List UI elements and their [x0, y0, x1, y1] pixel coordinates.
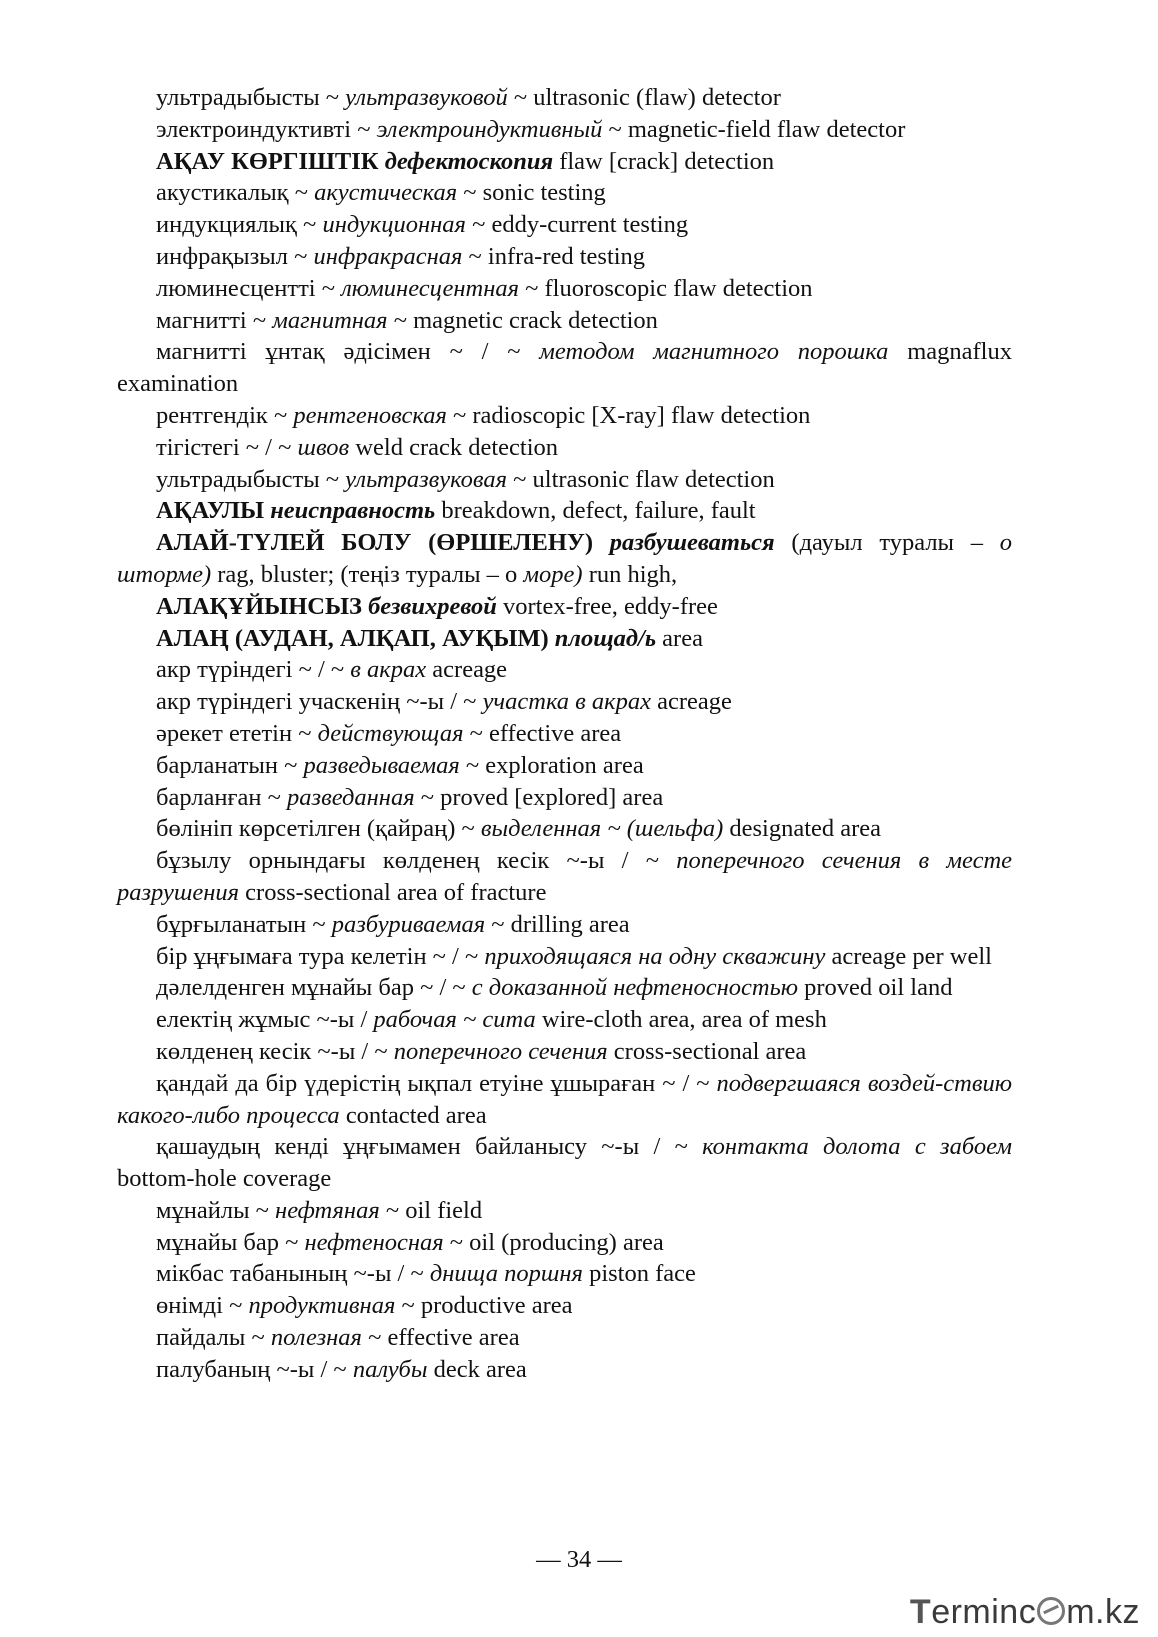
entry-text: акустикалық ~	[156, 179, 315, 207]
entry-text: пайдалы ~	[156, 1324, 271, 1352]
entry-text: ~ sonic testing	[457, 179, 606, 207]
dictionary-entry	[117, 1195, 1012, 1227]
kazakh-headword: АЛАЙ-ТҮЛЕЙ БОЛУ (ӨРШЕЛЕНУ)	[156, 529, 610, 557]
entry-text: ~ fluoroscopic flaw detection	[519, 274, 813, 302]
entry-text: ~ oil field	[379, 1196, 483, 1224]
page-number: — 34 —	[536, 1546, 622, 1573]
entry-text: мұнайлы ~	[156, 1196, 276, 1224]
russian-term: приходящаяся на одну скважину	[484, 942, 826, 970]
dictionary-entry	[117, 400, 1012, 432]
entry-text: run high,	[582, 560, 678, 588]
entry-text: дәлелденген мұнайы бар ~ / ~	[156, 974, 472, 1002]
entry-text: acreage per well	[825, 942, 992, 970]
russian-term: в акрах	[350, 656, 427, 684]
kazakh-headword: АҚАУ КӨРГІШТІК	[156, 147, 385, 175]
dictionary-entry	[117, 623, 1012, 655]
dictionary-entry	[117, 718, 1012, 750]
dictionary-entry	[117, 782, 1012, 814]
entry-text: рентгендік ~	[156, 401, 294, 429]
entry-text: cross-sectional area	[607, 1037, 807, 1065]
dictionary-entry	[117, 146, 1012, 178]
entry-text: ~ effective area	[361, 1324, 520, 1352]
dictionary-entry	[117, 845, 1012, 909]
russian-term: люминесцентная	[341, 274, 519, 302]
entry-text: bottom-hole coverage	[117, 1165, 332, 1193]
entry-text: бөлініп көрсетілген (қайраң) ~	[156, 815, 481, 843]
entry-text: акр түріндегі ~ / ~	[156, 656, 351, 684]
entry-text: ультрадыбысты ~	[156, 84, 346, 111]
dictionary-entry	[117, 591, 1012, 623]
dictionary-entry	[117, 305, 1012, 337]
entry-text: ~ productive area	[395, 1292, 573, 1320]
dictionary-entry	[117, 336, 1012, 400]
dictionary-entry	[117, 686, 1012, 718]
russian-term: действующая	[317, 719, 464, 747]
russian-term: рентгеновская	[293, 401, 447, 429]
dictionary-entry	[117, 1068, 1012, 1132]
entry-text: acreage	[651, 688, 732, 716]
russian-term: разведанная	[287, 783, 415, 811]
entry-text: weld crack detection	[349, 433, 559, 461]
dictionary-entry	[117, 432, 1012, 464]
dictionary-entry	[117, 241, 1012, 273]
russian-headword: безвихревой	[368, 592, 497, 620]
russian-headword: дефектоскопия	[384, 147, 554, 175]
russian-headword: площад/ь	[554, 624, 657, 652]
entry-text: ~ eddy-current testing	[465, 211, 689, 239]
entry-text: қашаудың кенді ұңғымамен байланысу ~-ы / ~	[156, 1133, 703, 1161]
dictionary-entry	[117, 273, 1012, 305]
russian-term: полезная	[270, 1324, 362, 1352]
entry-text: палубаның ~-ы / ~	[156, 1355, 353, 1383]
entry-text: барланатын ~	[156, 751, 304, 779]
russian-headword: неисправность	[270, 497, 436, 525]
entry-text: piston face	[582, 1260, 696, 1288]
russian-term: поперечного сечения	[393, 1037, 608, 1065]
entry-text: мұнайы бар ~	[156, 1228, 305, 1256]
entry-text: vortex-free, eddy-free	[496, 592, 718, 620]
russian-term: днища поршня	[429, 1260, 583, 1288]
entry-text: магнитті ұнтақ әдісімен ~ / ~	[156, 338, 540, 366]
dictionary-entry	[117, 495, 1012, 527]
entry-text: ~ effective area	[463, 719, 622, 747]
entry-text: индукциялық ~	[156, 211, 323, 239]
dictionary-entry	[117, 654, 1012, 686]
entry-text: proved oil land	[798, 974, 953, 1002]
dictionary-entry	[117, 1258, 1012, 1290]
entry-text: magnaflux examination	[117, 338, 1012, 398]
entry-text: көлденең кесік ~-ы / ~	[156, 1037, 394, 1065]
entry-text: rag, bluster; (теңіз туралы – о	[211, 560, 524, 588]
entry-text: deck area	[427, 1355, 527, 1383]
entry-text: acreage	[426, 656, 508, 684]
dictionary-entry	[117, 464, 1012, 496]
dictionary-entry	[117, 209, 1012, 241]
dictionary-entry	[117, 1004, 1012, 1036]
entry-text: тігістегі ~ / ~	[156, 433, 298, 461]
russian-term: индукционная	[322, 211, 466, 239]
dictionary-entry	[117, 1227, 1012, 1259]
entry-text: бұзылу орнындағы көлденең кесік ~-ы / ~	[156, 847, 677, 875]
entry-text: ~ infra-red testing	[462, 242, 646, 270]
entry-text: wire-cloth area, area of mesh	[535, 1006, 827, 1034]
dictionary-entry	[117, 527, 1012, 591]
russian-term: инфракрасная	[313, 242, 463, 270]
russian-term: контакта долота с забоем	[702, 1133, 1012, 1161]
entry-text: contacted area	[339, 1101, 487, 1129]
russian-term: разведываемая	[303, 751, 460, 779]
dictionary-entry	[117, 177, 1012, 209]
terminkom-logo-watermark: Terminc m.kz	[909, 1593, 1140, 1631]
russian-term: поперечного сечения в месте разрушения	[117, 847, 1013, 906]
dictionary-entry	[117, 82, 1012, 114]
entry-text: бір ұңғымаға тура келетін ~ / ~	[156, 942, 485, 970]
dictionary-entry	[117, 972, 1012, 1004]
russian-term: методом магнитного порошка	[539, 338, 889, 366]
entry-text: cross-sectional area of fracture	[239, 878, 547, 906]
dictionary-page	[117, 82, 1012, 1386]
dictionary-entry	[117, 1354, 1012, 1386]
russian-term: ультразвуковой	[345, 84, 508, 111]
entry-text: ~ ultrasonic (flaw) detector	[507, 84, 781, 111]
russian-term: рабочая ~ сита	[373, 1006, 536, 1034]
entry-text: мікбас табанының ~-ы / ~	[156, 1260, 430, 1288]
dictionary-entry	[117, 1036, 1012, 1068]
entry-text: өнімді ~	[156, 1292, 249, 1320]
russian-term: нефтеносная	[304, 1228, 444, 1256]
kazakh-headword: АЛАҚҰЙЫНСЫЗ	[156, 592, 369, 620]
entry-text: акр түріндегі учаскенің ~-ы / ~	[156, 688, 483, 716]
entry-text: люминесцентті ~	[156, 274, 342, 302]
entry-text: ультрадыбысты ~	[156, 465, 346, 493]
entry-text: ~ ultrasonic flaw detection	[507, 465, 775, 493]
dictionary-entry	[117, 941, 1012, 973]
russian-term: разбуриваемая	[331, 910, 486, 938]
entry-text: бұрғыланатын ~	[156, 910, 332, 938]
dictionary-entry	[117, 1322, 1012, 1354]
russian-term: акустическая	[314, 179, 458, 207]
russian-term: море)	[523, 560, 583, 588]
entry-text: (дауыл туралы –	[774, 529, 1000, 557]
dictionary-entry	[117, 114, 1012, 146]
dictionary-entry	[117, 750, 1012, 782]
entry-text: designated area	[723, 815, 882, 843]
russian-term: продуктивная	[248, 1292, 396, 1320]
russian-term: с доказанной нефтеносностью	[471, 974, 799, 1002]
entry-text: қандай да бір үдерістің ықпал етуіне ұшыраған ~ / ~	[156, 1069, 717, 1097]
entry-text: инфрақызыл ~	[156, 242, 314, 270]
entry-text: әрекет ететін ~	[156, 719, 318, 747]
entry-text: барланған ~	[156, 783, 288, 811]
kazakh-headword: АЛАҢ (АУДАН, АЛҚАП, АУҚЫМ)	[156, 624, 555, 652]
dictionary-entry	[117, 813, 1012, 845]
russian-term: электроиндуктивный	[376, 115, 603, 143]
entry-text: ~ exploration area	[459, 751, 644, 779]
dictionary-entry	[117, 909, 1012, 941]
russian-term: выделенная ~ (шельфа)	[480, 815, 724, 843]
entry-text: ~ oil (producing) area	[443, 1228, 664, 1256]
russian-term: швов	[297, 433, 350, 461]
russian-term: нефтяная	[275, 1196, 380, 1224]
entry-text: ~ drilling area	[485, 910, 630, 938]
entry-text: ~ magnetic-field flaw detector	[602, 115, 906, 143]
entry-text: электроиндуктивті ~	[156, 115, 377, 143]
entry-text: flaw [crack] detection	[553, 147, 775, 175]
logo-o-icon	[1037, 1597, 1065, 1625]
entry-text: area	[656, 624, 703, 652]
russian-term: участка в акрах	[482, 688, 652, 716]
dictionary-entry	[117, 1290, 1012, 1322]
russian-term: палубы	[352, 1355, 428, 1383]
russian-term: магнитная	[272, 306, 388, 334]
russian-term: о шторме)	[117, 529, 1013, 588]
dictionary-entry	[117, 1131, 1012, 1195]
entry-text: ~ radioscopic [X-ray] flaw detection	[446, 401, 811, 429]
entry-text: магнитті ~	[156, 306, 273, 334]
russian-term: ультразвуковая	[345, 465, 508, 493]
entry-text: breakdown, defect, failure, fault	[435, 497, 756, 525]
entry-text: електің жұмыс ~-ы /	[156, 1006, 374, 1034]
entry-text: ~ proved [explored] area	[414, 783, 664, 811]
entry-text: ~ magnetic crack detection	[387, 306, 658, 334]
kazakh-headword: АҚАУЛЫ	[156, 497, 271, 525]
russian-term: подвергшаяся воздей-ствию какого-либо процесса	[117, 1069, 1012, 1129]
russian-headword: разбушеваться	[609, 529, 775, 557]
